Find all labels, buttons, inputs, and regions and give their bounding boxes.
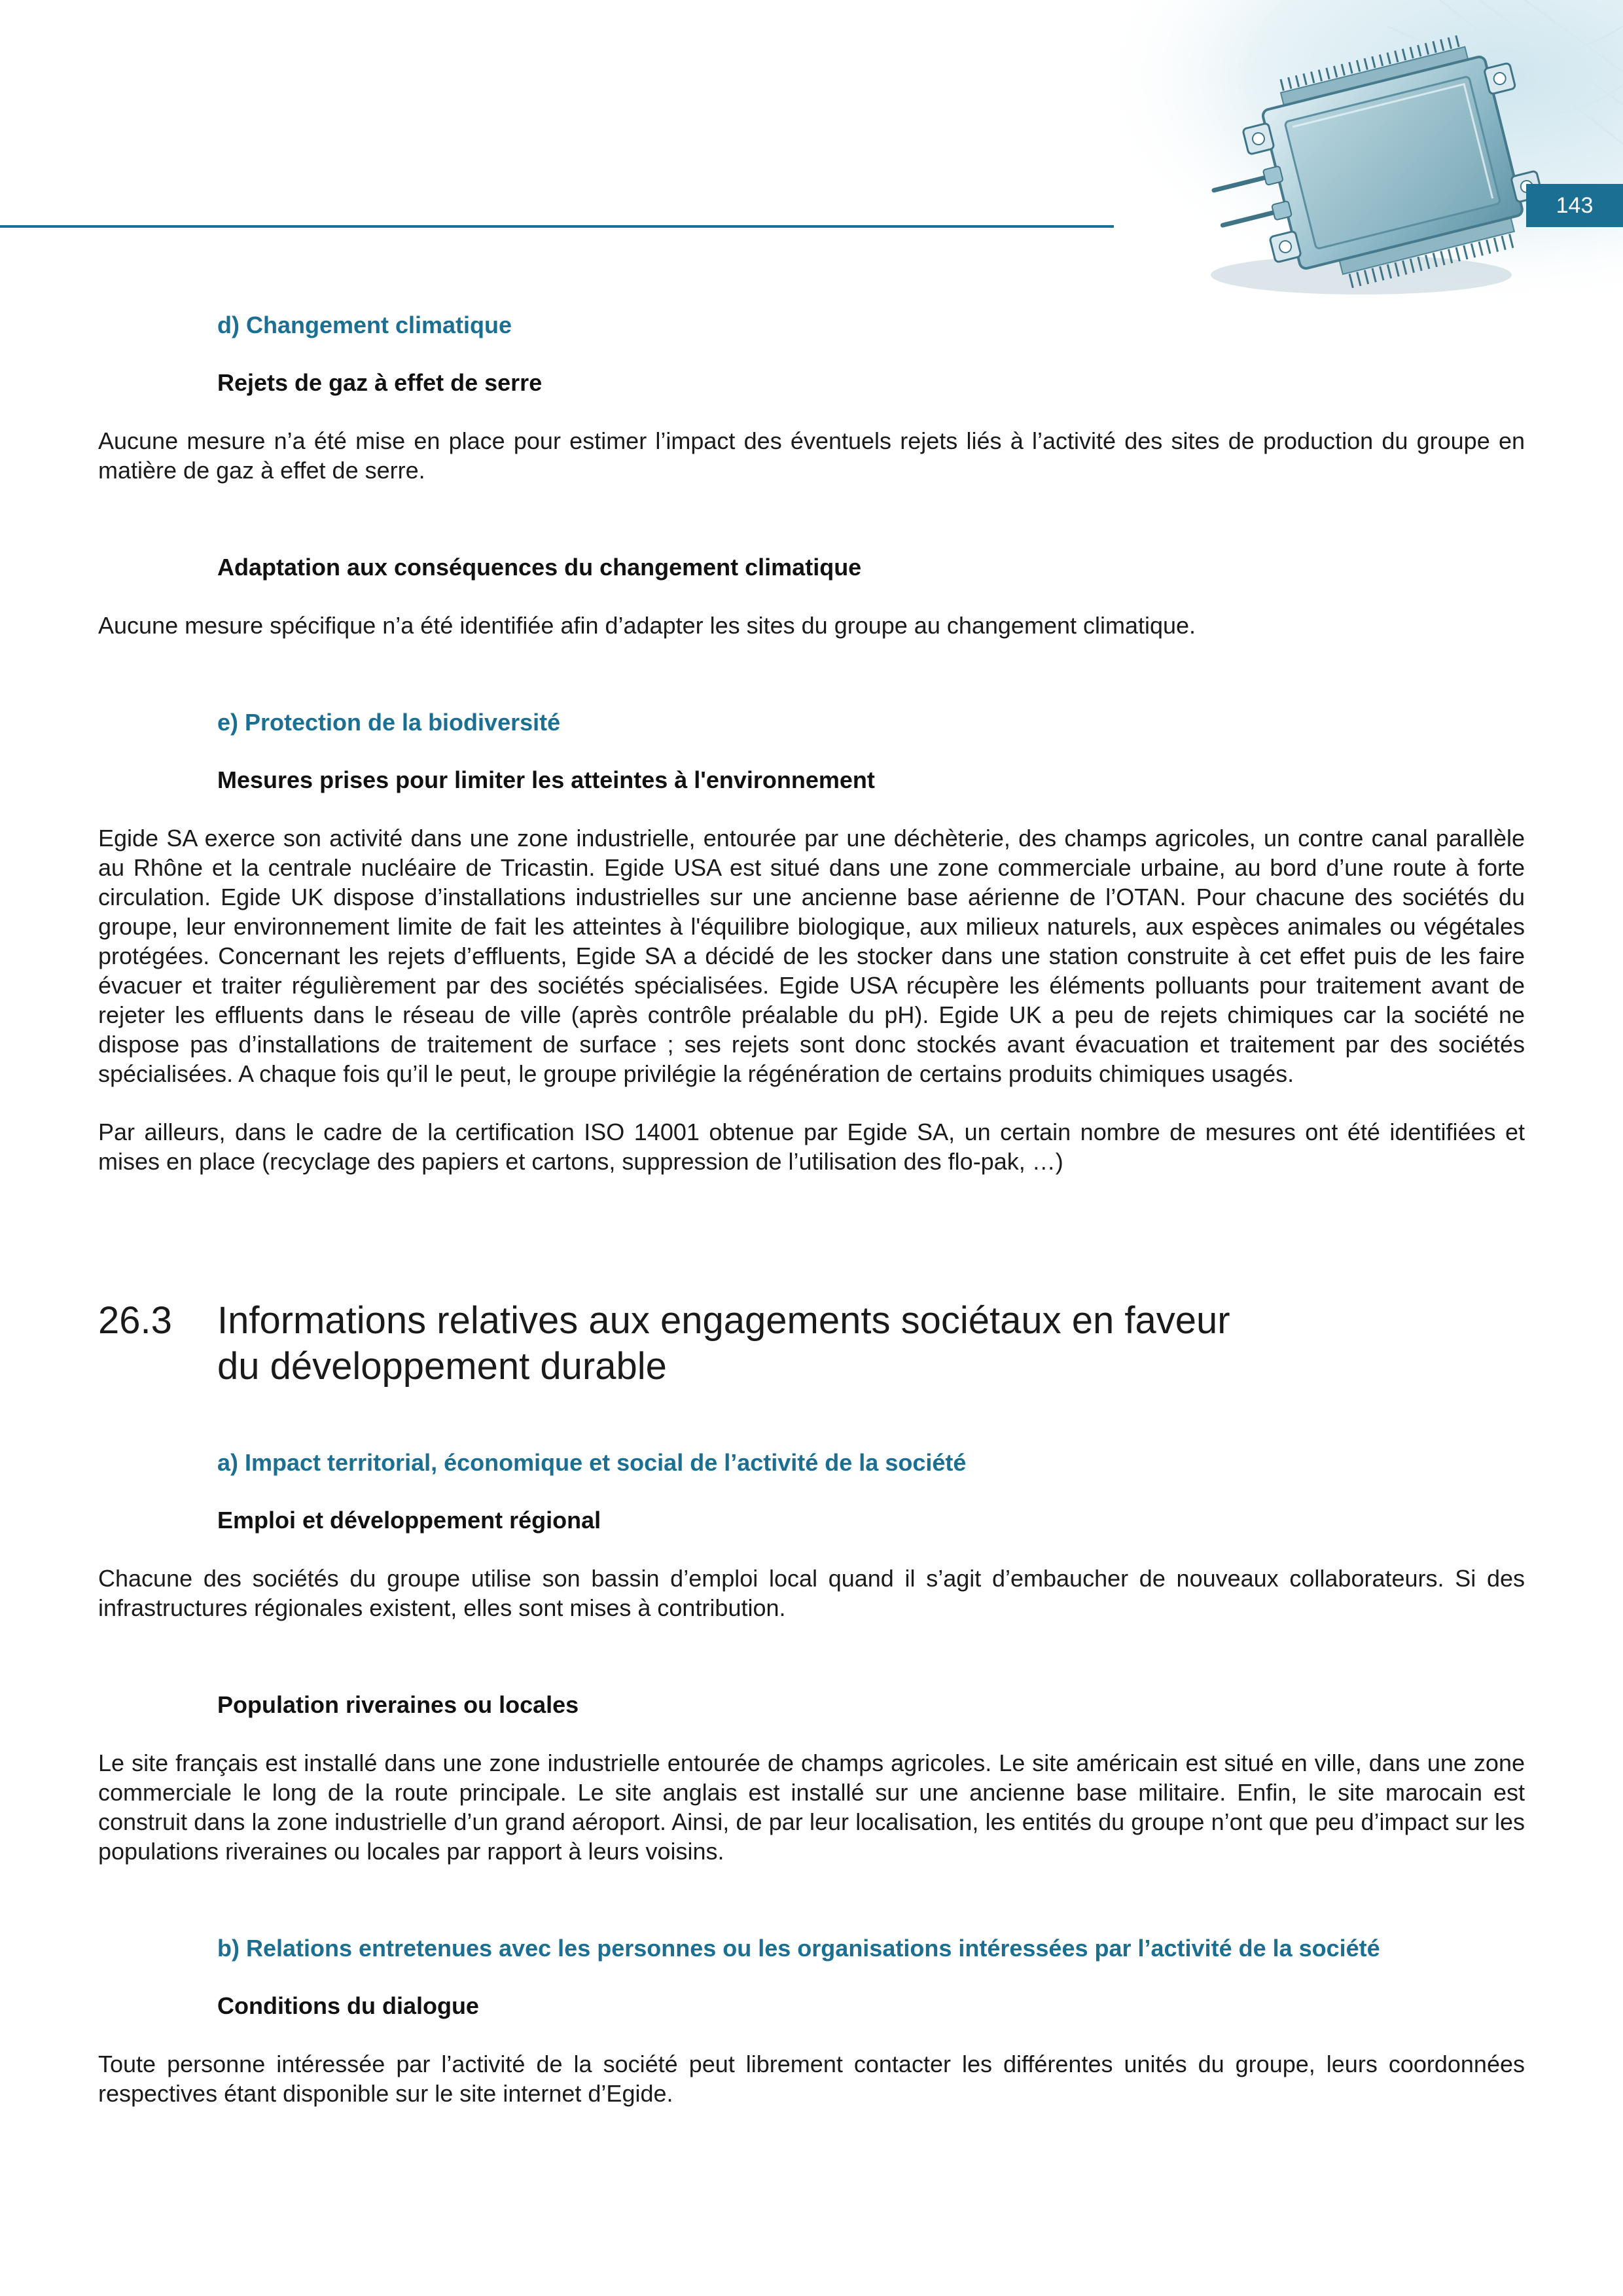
chapter-title-line-2: du développement durable bbox=[217, 1345, 667, 1388]
subheading-local-population: Population riveraines ou locales bbox=[217, 1691, 579, 1718]
paragraph-climate-adaptation: Aucune mesure spécifique n’a été identifiée afin d’adapter les sites du groupe au changement climatique. bbox=[98, 612, 1196, 639]
subheading-greenhouse-gas: Rejets de gaz à effet de serre bbox=[217, 369, 543, 396]
section-heading-climate: d) Changement climatique bbox=[217, 312, 512, 338]
paragraph-local-population: Le site français est installé dans une zone industrielle entourée de champs agricoles. Le site américain est situé en ville, dans une zone commerciale le long de la route principale. Le site anglais est installé sur une ancienne base militaire. Enfin, le site marocain est construit dans la zone industrielle d’un grand aéroport. Ainsi, de par leur localisation, les entités du groupe n’ont que peu d’impact sur les populations riveraines ou locales par rapport à leurs voisins. bbox=[98, 1749, 1525, 1865]
chapter-title bbox=[217, 1298, 1525, 1390]
subheading-climate-adaptation: Adaptation aux conséquences du changement climatique bbox=[217, 554, 862, 581]
chapter-title-line-1: Informations relatives aux engagements sociétaux en faveur bbox=[217, 1299, 1230, 1342]
paragraph-greenhouse-gas: Aucune mesure n’a été mise en place pour estimer l’impact des éventuels rejets liés à l’activité des sites de production du groupe en matière de gaz à effet de serre. bbox=[98, 427, 1525, 484]
section-heading-stakeholder-relations: b) Relations entretenues avec les personnes ou les organisations intéressées par l’activité de la société bbox=[217, 1935, 1380, 1962]
paragraph-environment-measures: Egide SA exerce son activité dans une zone industrielle, entourée par une déchèterie, des champs agricoles, un contre canal parallèle au Rhône et la centrale nucléaire de Tricastin. Egide USA est situé dans une zone commerciale urbaine, au bord d’une route à forte circulation. Egide UK dispose d’installations industrielles sur une ancienne base aérienne de l’OTAN. Pour chacune des sociétés du groupe, leur environnement limite de fait les atteintes à l'équilibre biologique, aux milieux naturels, aux espèces animales ou végétales protégées. Concernant les rejets d’effluents, Egide SA a décidé de les stocker dans une station construite à cet effet puis de les faire évacuer et traiter régulièrement par des sociétés spécialisées. Egide USA récupère les éléments polluants pour traitement avant de rejeter les effluents dans le réseau de ville (après contrôle préalable du pH). Egide UK a peu de rejets chimiques car la société ne dispose pas d’installations de traitement de surface ; ses rejets sont donc stockés avant évacuation et traitement par des sociétés spécialisées. A chaque fois qu’il le peut, le groupe privilégie la régénération de certains produits chimiques usagés. bbox=[98, 825, 1525, 1087]
subheading-environment-measures: Mesures prises pour limiter les atteintes à l'environnement bbox=[217, 766, 875, 793]
paragraph-regional-employment: Chacune des sociétés du groupe utilise son bassin d’emploi local quand il s’agit d’embaucher de nouveaux collaborateurs. Si des infrastructures régionales existent, elles sont mises à contribution. bbox=[98, 1565, 1525, 1621]
section-heading-territorial-impact: a) Impact territorial, économique et social de l’activité de la société bbox=[217, 1449, 967, 1476]
paragraph-iso-14001: Par ailleurs, dans le cadre de la certification ISO 14001 obtenue par Egide SA, un certain nombre de mesures ont été identifiées et mises en place (recyclage des papiers et cartons, suppression de l’utilisation des flo-pak, …) bbox=[98, 1119, 1525, 1175]
page-content bbox=[98, 311, 1525, 2137]
subheading-regional-employment: Emploi et développement régional bbox=[217, 1507, 601, 1534]
page-number-badge bbox=[1526, 184, 1623, 227]
chapter-heading bbox=[98, 1298, 1525, 1390]
section-heading-biodiversity: e) Protection de la biodiversité bbox=[217, 709, 561, 736]
subheading-dialogue-conditions: Conditions du dialogue bbox=[217, 1992, 479, 2019]
microelectronic-package-image bbox=[1073, 0, 1623, 308]
header-rule bbox=[0, 225, 1114, 228]
page-number: 143 bbox=[1556, 192, 1594, 218]
paragraph-dialogue-conditions: Toute personne intéressée par l’activité de la société peut librement contacter les différentes unités du groupe, leurs coordonnées respectives étant disponible sur le site internet d’Egide. bbox=[98, 2051, 1525, 2107]
chapter-number: 26.3 bbox=[98, 1299, 172, 1342]
